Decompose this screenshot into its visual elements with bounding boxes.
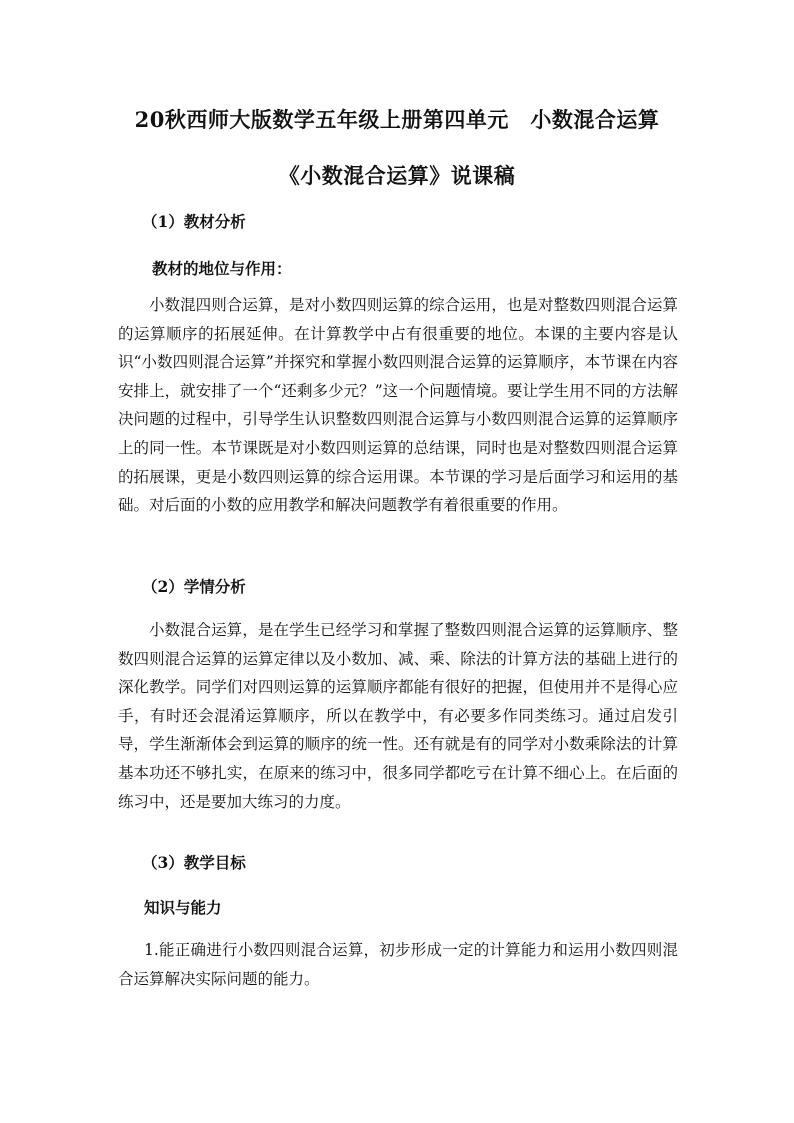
subheading-knowledge-ability: 知识与能力 [144, 898, 222, 917]
subheading-role: 教材的地位与作用： [152, 259, 292, 278]
section-heading-textbook-analysis: （1）教材分析 [142, 212, 246, 231]
document-subtitle: 《小数混合运算》说课稿 [278, 163, 516, 188]
goal-item-1: 1.能正确进行小数四则混合运算，初步形成一定的计算能力和运用小数四则混合运算解决实际问题的能力。 [118, 941, 678, 988]
paragraph-learner-analysis: 小数混合运算，是在学生已经学习和掌握了整数四则混合运算的运算顺序、整数四则混合运算的运算定律以及小数加、减、乘、除法的计算方法的基础上进行的深化教学。同学们对四则运算的运算顺序都能有很好的把握，但使用并不是得心应手，有时还会混淆运算顺序，所以在教学中，有必要多作同类练习。通过启发引导，学生渐渐体会到运算的顺序的统一性。还有就是有的同学对小数乘除法的计算基本功还不够扎实，在原来的练习中，很多同学都吃亏在计算不细心上。在后面的练习中，还是要加大练习的力度。 [118, 621, 678, 811]
section-heading-learner-analysis: （2）学情分析 [142, 577, 246, 596]
document-title: 20秋西师大版数学五年级上册第四单元 小数混合运算 [134, 107, 660, 132]
section-heading-teaching-goals: （3）教学目标 [142, 853, 246, 872]
paragraph-textbook-analysis: 小数混四则合运算，是对小数四则运算的综合运用，也是对整数四则混合运算的运算顺序的拓展延伸。在计算教学中占有很重要的地位。本课的主要内容是认识“小数四则混合运算”并探究和掌握小数四则混合运算的运算顺序，本节课在内容安排上，就安排了一个“还剩多少元？”这一个问题情境。要让学生用不同的方法解决问题的过程中，引导学生认识整数四则混合运算与小数四则混合运算的运算顺序上的同一性。本节课既是对小数四则运算的总结课，同时也是对整数四则混合运算的拓展课，更是小数四则运算的综合运用课。本节课的学习是后面学习和运用的基础。对后面的小数的应用教学和解决问题教学有着很重要的作用。 [118, 296, 678, 515]
